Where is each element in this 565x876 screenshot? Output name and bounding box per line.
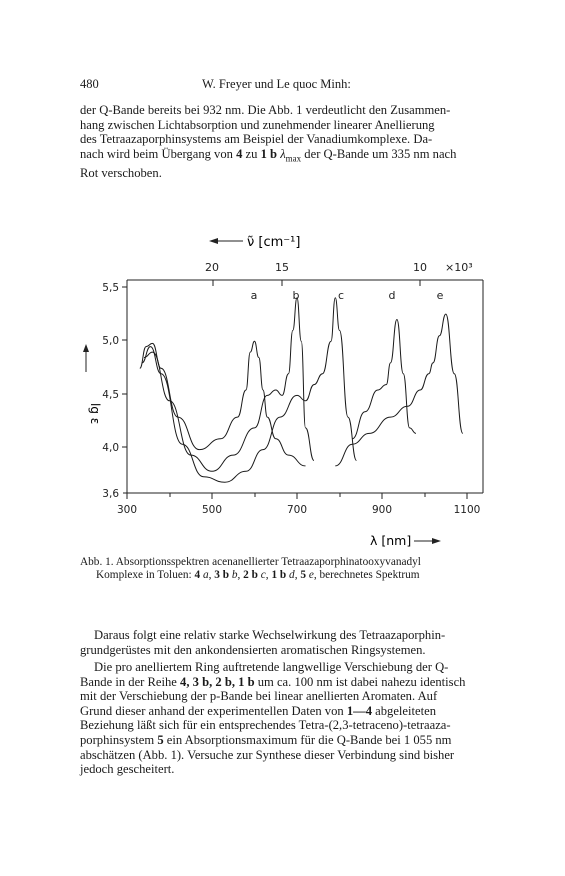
spectrum-curve-b bbox=[144, 298, 314, 472]
running-title: W. Freyer und Le quoc Minh: bbox=[202, 77, 351, 91]
top-tick-label: 20 bbox=[205, 261, 219, 274]
x-tick-label: 900 bbox=[371, 504, 393, 516]
x-axis-label-group bbox=[370, 533, 441, 548]
text-line: hang zwischen Lichtabsorption und zunehmender linearer Anellierung bbox=[80, 117, 435, 132]
top-tick-label: 10 bbox=[413, 261, 427, 274]
spectrum-curve-a bbox=[140, 341, 306, 466]
top-axis-label-group bbox=[209, 235, 300, 250]
x-tick-label: 700 bbox=[286, 504, 308, 516]
top-tick-label: 15 bbox=[275, 261, 289, 274]
text-line: grundgerüstes mit den ankondensierten aromatischen Ringsystemen. bbox=[80, 642, 426, 657]
y-axis-label: lg ε bbox=[88, 403, 102, 425]
spectrum-curve-d bbox=[352, 320, 416, 439]
text-line: mit der Verschiebung der p-Bande bei linear anellierten Aromaten. Auf bbox=[80, 689, 438, 704]
text-line: Bande in der Reihe 4, 3 b, 2 b, 1 b um ca. 100 nm ist dabei nahezu identisch bbox=[80, 674, 466, 689]
text-line: jedoch gescheitert. bbox=[80, 762, 175, 777]
curve-label: e bbox=[436, 289, 444, 302]
text-line: Rot verschoben. bbox=[80, 165, 162, 180]
top-axis-label: ν̃ [cm⁻¹] bbox=[247, 235, 301, 250]
page-number: 480 bbox=[80, 77, 99, 91]
spectrum-curve-c bbox=[142, 298, 357, 482]
y-tick-label: 4,5 bbox=[102, 389, 119, 401]
y-tick-label: 5,0 bbox=[102, 335, 119, 347]
x-axis-label: λ [nm] bbox=[370, 533, 412, 548]
text-line: Grund dieser anhand der experimentellen Daten von 1—4 abgeleiteten bbox=[80, 703, 436, 718]
figure-caption bbox=[80, 556, 490, 583]
top-tick-label: ×10³ bbox=[445, 261, 473, 274]
y-tick-label: 5,5 bbox=[102, 282, 119, 294]
curve-label: c bbox=[337, 289, 345, 302]
curve-label: b bbox=[292, 289, 300, 302]
y-tick-label: 4,0 bbox=[102, 442, 119, 454]
y-axis-label-group bbox=[83, 344, 102, 424]
text-line: des Tetraazaporphinsystems am Beispiel der Vanadiumkomplexe. Da- bbox=[80, 132, 433, 147]
plot-frame bbox=[122, 280, 483, 499]
text-line: der Q-Bande bereits bei 932 nm. Die Abb. 1 verdeutlicht den Zusammen- bbox=[80, 103, 451, 117]
curve-label: a bbox=[250, 289, 258, 302]
paragraph-conclusion bbox=[80, 628, 488, 657]
text-line: Daraus folgt eine relativ starke Wechselwirkung des Tetraazaporphin- bbox=[94, 628, 446, 642]
series-layer bbox=[140, 298, 463, 482]
paragraph-shift bbox=[80, 660, 488, 777]
x-tick-label: 500 bbox=[201, 504, 223, 516]
text-line: porphinsystem 5 ein Absorptionsmaximum für die Q-Bande bei 1 055 nm bbox=[80, 732, 452, 747]
caption-line: Komplexe in Toluen: 4 a, 3 b b, 2 b c, 1 b d, 5 e, berechnetes Spektrum bbox=[96, 569, 420, 582]
text-line: Beziehung läßt sich für ein entsprechendes Tetra-(2,3-tetraceno)-tetraaza- bbox=[80, 718, 451, 733]
text-line: abschätzen (Abb. 1). Versuche zur Synthese dieser Verbindung sind bisher bbox=[80, 747, 455, 762]
caption-line: Abb. 1. Absorptionsspektren acenanellierter Tetraazaporphinatooxyvanadyl bbox=[80, 556, 421, 568]
y-tick-label: 3,6 bbox=[102, 488, 119, 500]
curve-label: d bbox=[388, 289, 396, 302]
x-tick-label: 1100 bbox=[453, 504, 481, 516]
text-line: Die pro anelliertem Ring auftretende langwellige Verschiebung der Q- bbox=[94, 660, 449, 674]
text-line: nach wird beim Übergang von 4 zu 1 b $\lambda_{max}$ der Q-Bande um 335 nm nach bbox=[80, 146, 457, 164]
x-tick-label: 300 bbox=[116, 504, 138, 516]
